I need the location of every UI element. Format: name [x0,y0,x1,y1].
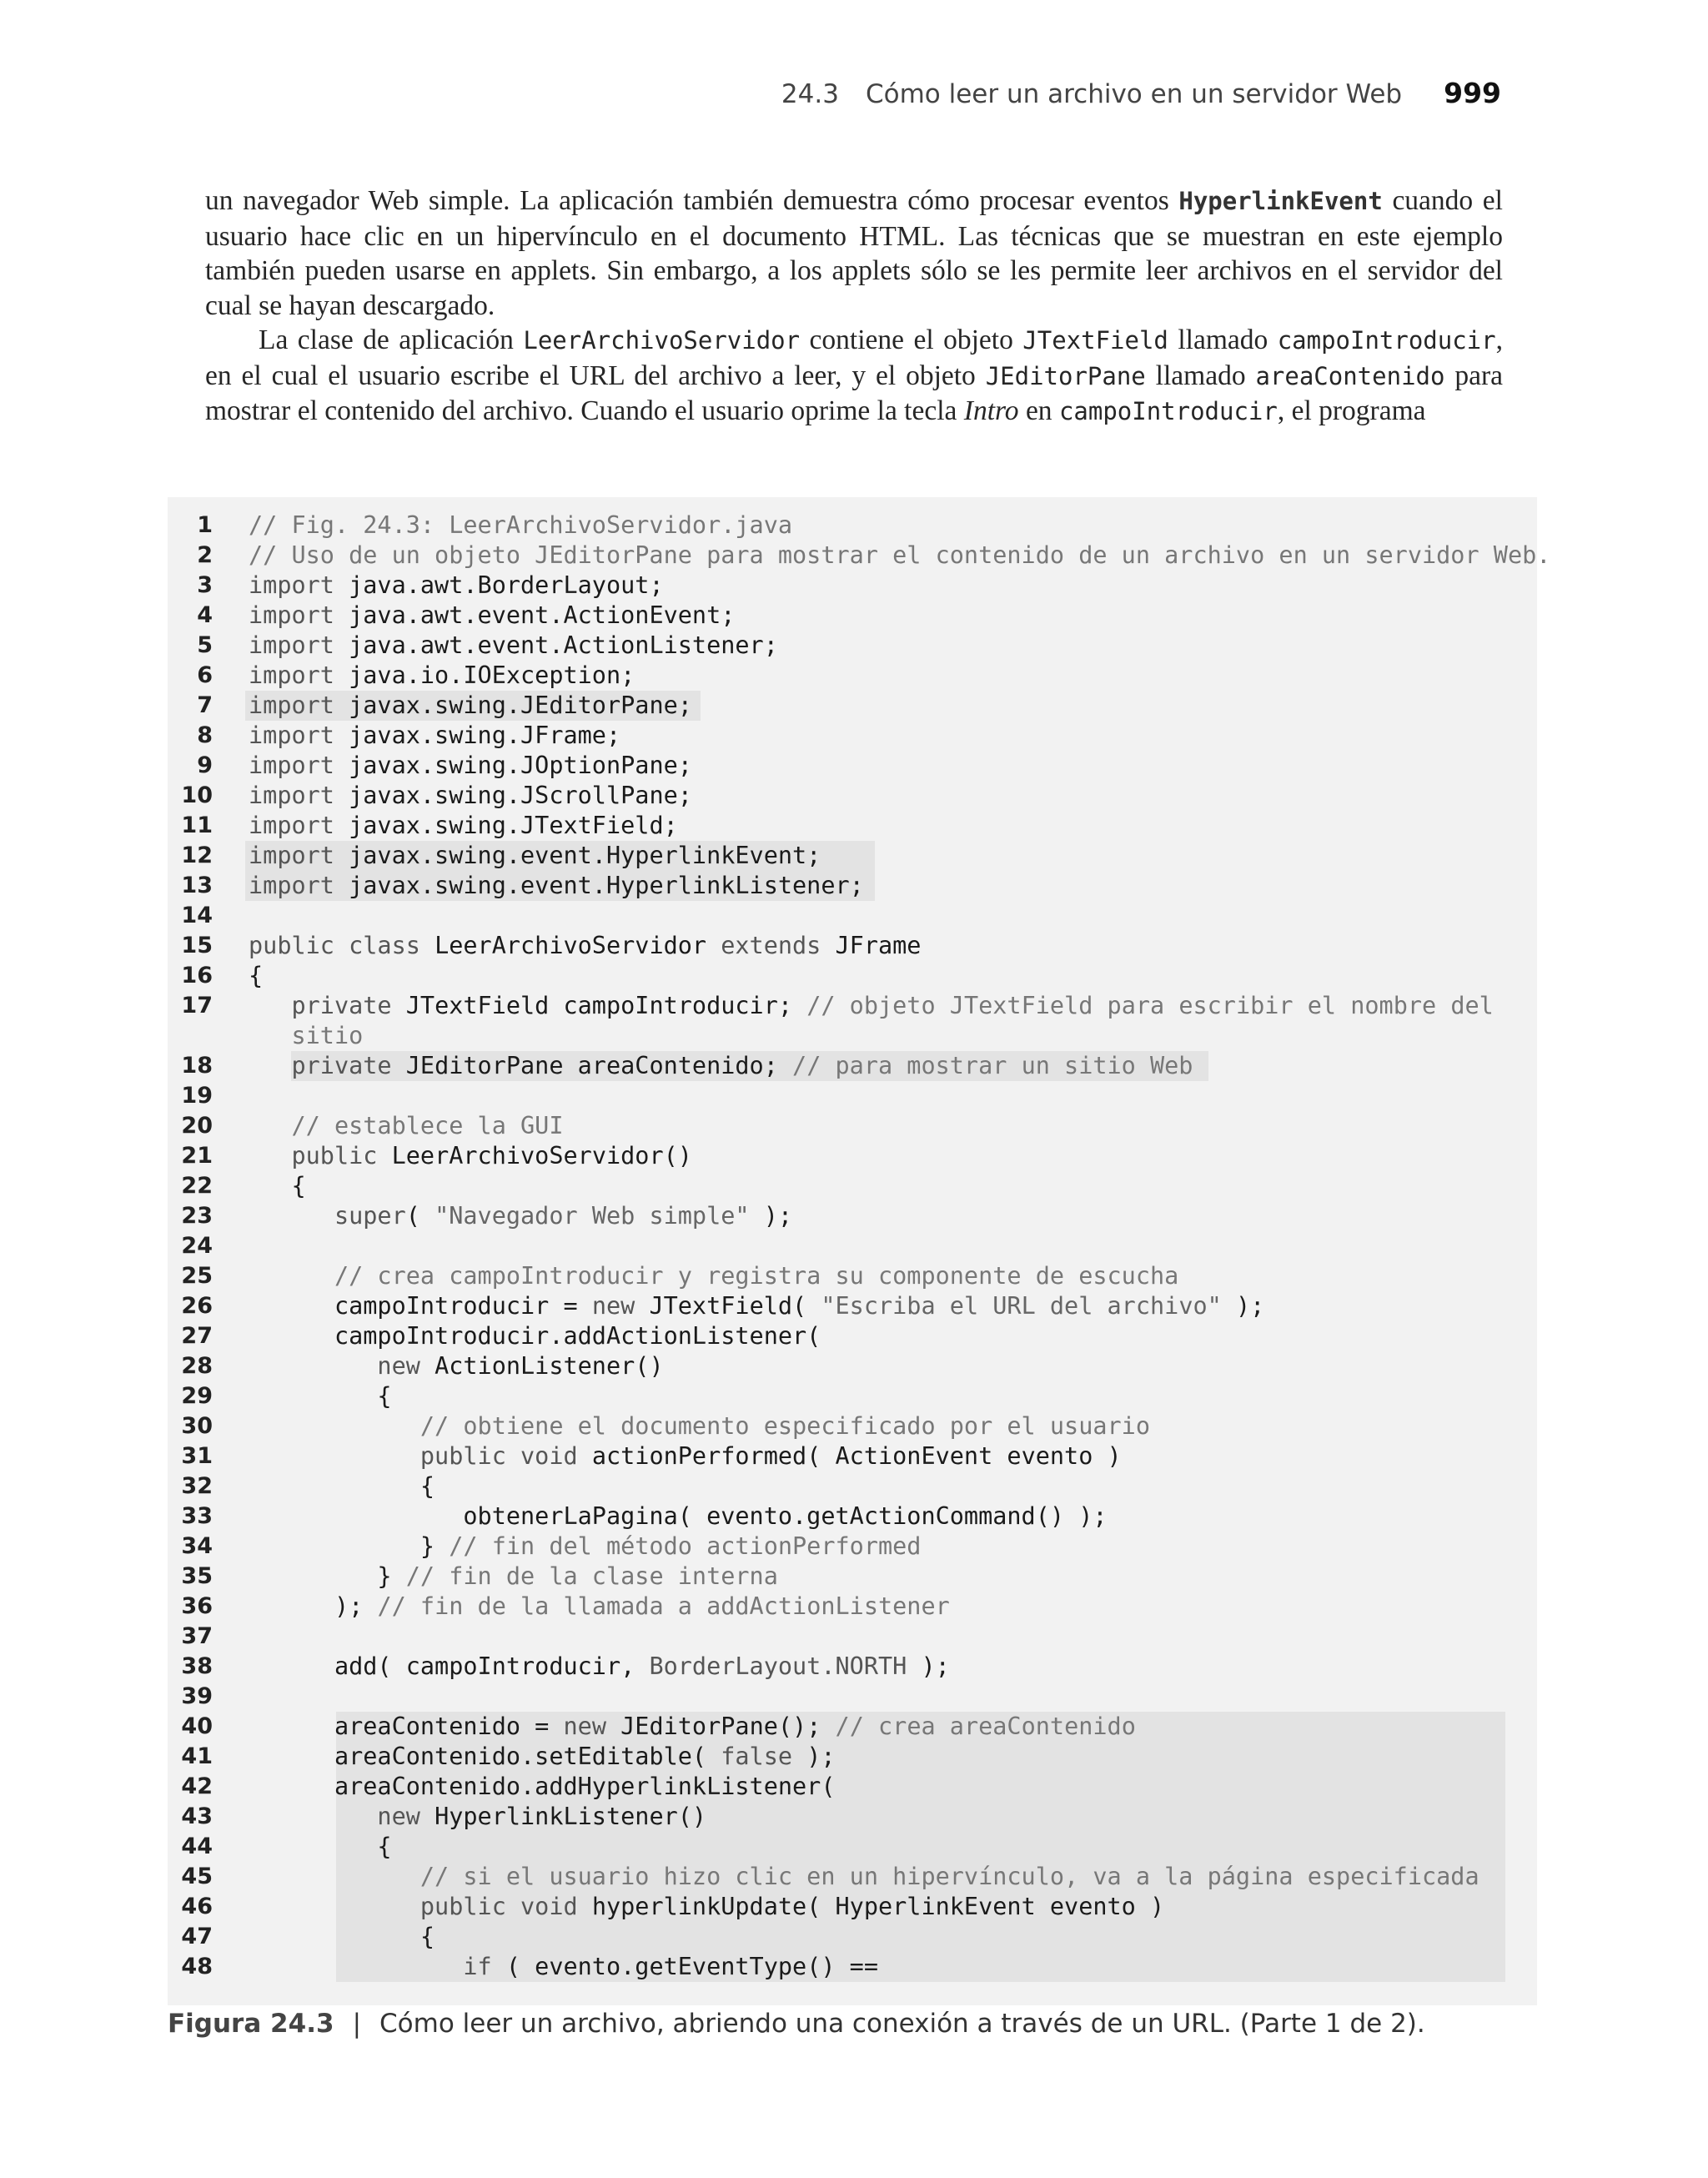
text-run: llamado [1168,324,1278,355]
code-token: ( [405,1202,435,1230]
line-number: 37 [181,1623,213,1649]
line-number: 44 [181,1833,213,1859]
code-line [168,811,1537,841]
code-token: import [249,661,334,689]
code-text [249,1411,1150,1441]
code-token: ); [749,1202,793,1230]
code-token: JEditorPane areaContenido; [391,1052,793,1079]
line-number: 47 [181,1924,213,1949]
code-token: private [249,992,392,1019]
page-number: 999 [1444,77,1501,109]
code-text [249,1562,778,1592]
code-line [168,1231,1537,1261]
code-text [249,511,792,541]
code-text [249,631,778,661]
code-token: // fin del método actionPerformed [449,1532,922,1560]
text-run: La clase de aplicación [259,324,524,355]
code-line [168,1742,1537,1772]
line-number: 36 [181,1593,213,1619]
line-number: 42 [181,1773,213,1799]
line-number: 12 [181,843,213,868]
inline-code: areaContenido [1255,361,1445,390]
code-line [168,1802,1537,1832]
line-number: 39 [181,1683,213,1709]
code-line [168,1712,1537,1742]
code-text [249,811,678,841]
inline-code: HyperlinkEvent [1178,187,1383,215]
code-token: LeerArchivoServidor() [377,1142,692,1169]
line-number: 21 [181,1143,213,1169]
line-number: 13 [181,873,213,898]
code-token: // crea campoIntroducir y registra su componente de escucha [249,1262,1179,1290]
code-text [249,931,921,961]
code-token: public [249,1142,378,1169]
code-text [249,961,263,991]
code-token: java.io.IOException; [334,661,635,689]
code-line [168,1411,1537,1441]
code-token: extends [721,932,821,959]
code-token: import [249,692,334,719]
code-token: hyperlinkUpdate( HyperlinkEvent evento ) [577,1893,1165,1920]
text-run: para mostrar el contenido del archivo. Cuando el usuario oprime la tecla [205,360,1503,426]
code-text [249,751,692,781]
code-line [168,1922,1537,1952]
code-line [168,1682,1537,1712]
line-number: 2 [197,542,213,568]
paragraph-1 [205,184,1503,323]
code-token: import [249,631,334,659]
code-line [168,571,1537,601]
line-number: 1 [197,512,213,538]
code-line [168,1171,1537,1201]
code-token: false [721,1743,793,1770]
code-token: new [563,1713,606,1740]
text-run: llamado [1145,360,1256,391]
code-line [168,1261,1537,1291]
line-number: 8 [197,722,213,748]
code-token: ActionListener() [419,1352,664,1380]
figure-caption [168,2009,1425,2039]
code-token: javax.swing.JTextField; [334,812,678,839]
line-number: 4 [197,602,213,628]
code-token: public class [249,932,420,959]
code-token: obtenerLaPagina( evento.getActionCommand() ); [249,1502,1108,1530]
code-text [249,1171,306,1201]
line-number: 35 [181,1563,213,1589]
inline-code: campoIntroducir [1058,397,1278,425]
line-number: 46 [181,1894,213,1919]
code-token: import [249,571,334,599]
code-line [168,1652,1537,1682]
code-token: } [249,1562,406,1590]
line-number: 41 [181,1743,213,1769]
code-text [249,871,864,901]
code-token: sitio [249,1022,364,1049]
inline-code: campoIntroducir [1277,326,1496,355]
line-number: 40 [181,1713,213,1739]
code-line [168,871,1537,901]
code-token: ); [907,1652,950,1680]
code-line [168,1441,1537,1471]
text-run: un navegador Web simple. La aplicación también demuestra cómo procesar eventos [205,185,1179,216]
line-number: 6 [197,662,213,688]
line-number: 18 [181,1053,213,1079]
code-text [249,1922,435,1952]
caption-text: Cómo leer un archivo, abriendo una conexión a través de un URL. (Parte 1 de 2). [379,2009,1425,2039]
code-text [249,1772,836,1802]
code-text [249,1592,950,1622]
code-line [168,1351,1537,1381]
code-token: actionPerformed( ActionEvent evento ) [577,1442,1122,1470]
text-run: contiene el objeto [800,324,1023,355]
code-line [168,1532,1537,1562]
code-token: "Escriba el URL del archivo" [821,1292,1222,1320]
code-token: // objeto JTextField para escribir el nombre del [806,992,1494,1019]
code-line [168,1501,1537,1532]
code-line [168,781,1537,811]
section-number: 24.3 [781,79,839,109]
code-token: ); [249,1592,378,1620]
code-text [249,1261,1178,1291]
code-token: java.awt.BorderLayout; [334,571,664,599]
code-line [168,1471,1537,1501]
code-line [168,661,1537,691]
section-title: Cómo leer un archivo en un servidor Web [865,79,1403,109]
code-token: import [249,601,334,629]
inline-code: JEditorPane [985,361,1146,390]
code-token: super [249,1202,406,1230]
inline-code: JTextField [1022,326,1168,355]
code-token: } [249,1532,450,1560]
code-line [168,601,1537,631]
line-number: 45 [181,1864,213,1889]
code-line [168,721,1537,751]
line-number: 28 [181,1353,213,1379]
code-line [168,1952,1537,1982]
running-head [781,77,1501,109]
code-text [249,1021,363,1051]
code-token: javax.swing.JEditorPane; [334,692,692,719]
code-token: // Fig. 24.3: LeerArchivoServidor.java [249,511,793,539]
code-token: new [591,1292,635,1320]
code-token: private [249,1052,392,1079]
code-token: { [249,1923,435,1950]
line-number: 19 [181,1083,213,1109]
code-line [168,511,1537,541]
code-token: javax.swing.JFrame; [334,722,621,749]
code-text [249,1381,392,1411]
line-number: 10 [181,782,213,808]
code-line [168,1051,1537,1081]
code-text [249,841,821,871]
code-line [168,931,1537,961]
code-token: JTextField( [635,1292,821,1320]
code-token: import [249,842,334,869]
line-number: 29 [181,1383,213,1409]
code-token: import [249,812,334,839]
code-text [249,721,620,751]
code-text [249,1111,564,1141]
text-run: , el programa [1277,395,1426,426]
code-token: javax.swing.JScrollPane; [334,782,692,809]
code-token: { [249,1382,392,1410]
code-text [249,1051,1193,1081]
line-number: 48 [181,1954,213,1979]
code-line [168,1291,1537,1321]
code-token: javax.swing.JOptionPane; [334,752,692,779]
code-text [249,1652,950,1682]
code-text [249,1141,692,1171]
code-token: import [249,722,334,749]
paragraph-2 [205,323,1503,430]
line-number: 33 [181,1503,213,1529]
code-token: campoIntroducir = [249,1292,592,1320]
line-number: 22 [181,1173,213,1199]
code-line [168,841,1537,871]
code-text [249,661,635,691]
code-token: if [249,1953,492,1980]
code-token: import [249,752,334,779]
code-token: HyperlinkListener() [419,1803,707,1830]
code-text [249,1832,392,1862]
code-token: { [249,1833,392,1860]
line-number: 11 [181,812,213,838]
code-text [249,1712,1136,1742]
code-line [168,1021,1537,1051]
code-line [168,691,1537,721]
line-number: 31 [181,1443,213,1469]
code-text [249,1501,1108,1532]
code-token: // fin de la clase interna [405,1562,778,1590]
code-token: import [249,872,334,899]
code-token: new [249,1803,420,1830]
code-token: // Uso de un objeto JEditorPane para mostrar el contenido de un archivo en un servidor Web. [249,541,1551,569]
code-line [168,1321,1537,1351]
code-line [168,1081,1537,1111]
code-text [249,1862,1479,1892]
code-text [249,781,692,811]
line-number: 30 [181,1413,213,1439]
line-number: 25 [181,1263,213,1289]
code-token: JEditorPane(); [605,1713,836,1740]
line-number: 26 [181,1293,213,1319]
code-token: areaContenido = [249,1713,564,1740]
code-line [168,1862,1537,1892]
code-token: { [249,1472,435,1500]
code-text [249,1351,664,1381]
line-number: 32 [181,1473,213,1499]
code-token: ( evento.getEventType() == [491,1953,878,1980]
code-text [249,1321,821,1351]
text-run: cuando el usuario hace clic en un hipervínculo en el documento HTML. Las técnicas que se muestran en este ejemplo también pueden usarse en applets. Sin embargo, a los applets sólo se les permite leer archivos en el servidor del cual se hayan descargado. [205,185,1503,321]
code-line [168,631,1537,661]
code-token: // si el usuario hizo clic en un hipervínculo, va a la página especificada [249,1863,1479,1890]
code-line [168,1622,1537,1652]
code-token: public void [249,1893,578,1920]
code-token: ); [1221,1292,1265,1320]
code-line [168,1111,1537,1141]
code-line [168,991,1537,1021]
code-text [249,991,1494,1021]
code-token: { [249,962,264,989]
code-token: BorderLayout.NORTH [649,1652,907,1680]
code-text [249,601,735,631]
code-line [168,1892,1537,1922]
line-number: 16 [181,963,213,988]
code-token: // crea areaContenido [835,1713,1136,1740]
code-token: "Navegador Web simple" [435,1202,750,1230]
code-text [249,1201,792,1231]
emphasis: Intro [963,395,1019,426]
code-token: // establece la GUI [249,1112,564,1139]
code-text [249,1742,836,1772]
code-token: areaContenido.addHyperlinkListener( [249,1773,836,1800]
code-text [249,1471,435,1501]
inline-code: LeerArchivoServidor [523,326,801,355]
line-number: 3 [197,572,213,598]
code-token: // fin de la llamada a addActionListener [377,1592,950,1620]
code-token: add( campoIntroducir, [249,1652,650,1680]
code-token: java.awt.event.ActionEvent; [334,601,736,629]
line-number: 43 [181,1803,213,1829]
code-token: import [249,782,334,809]
line-number: 17 [181,993,213,1019]
line-number: 24 [181,1233,213,1259]
code-text [249,1952,878,1982]
text-run: en [1018,395,1059,426]
line-number: 9 [197,752,213,778]
code-line [168,1832,1537,1862]
code-token: // para mostrar un sitio Web [792,1052,1193,1079]
code-token: javax.swing.event.HyperlinkListener; [334,872,864,899]
code-token: campoIntroducir.addActionListener( [249,1322,821,1350]
code-token: new [249,1352,420,1380]
code-token: ); [792,1743,836,1770]
line-number: 34 [181,1533,213,1559]
caption-separator: | [352,2009,362,2039]
code-line [168,901,1537,931]
code-text [249,1291,1264,1321]
text-run: , en el cual el usuario escribe el URL del archivo a leer, y el objeto [205,324,1503,391]
code-text [249,691,692,721]
line-number: 23 [181,1203,213,1229]
code-line [168,1562,1537,1592]
code-line [168,1592,1537,1622]
code-token: JFrame [821,932,922,959]
code-token: javax.swing.event.HyperlinkEvent; [334,842,821,869]
code-token: public void [249,1442,578,1470]
code-token: // obtiene el documento especificado por el usuario [249,1412,1150,1440]
code-line [168,961,1537,991]
code-line [168,1381,1537,1411]
code-text [249,571,664,601]
line-number: 27 [181,1323,213,1349]
code-text [249,1802,706,1832]
code-text [249,1892,1164,1922]
code-line [168,1141,1537,1171]
line-number: 15 [181,933,213,958]
code-text [249,1532,921,1562]
line-number: 7 [197,692,213,718]
code-token: { [249,1172,306,1200]
code-token: java.awt.event.ActionListener; [334,631,778,659]
code-token: LeerArchivoServidor [419,932,721,959]
code-line [168,751,1537,781]
code-token: areaContenido.setEditable( [249,1743,721,1770]
code-text [249,1441,1122,1471]
code-token: JTextField campoIntroducir; [391,992,807,1019]
code-line [168,541,1551,571]
line-number: 5 [197,632,213,658]
figure-label: Figura 24.3 [168,2009,334,2039]
code-line [168,1201,1537,1231]
line-number: 38 [181,1653,213,1679]
body-text [205,184,1503,430]
code-line [168,1772,1537,1802]
line-number: 20 [181,1113,213,1139]
line-number: 14 [181,903,213,928]
code-text [249,541,1550,571]
code-listing [168,497,1551,2005]
